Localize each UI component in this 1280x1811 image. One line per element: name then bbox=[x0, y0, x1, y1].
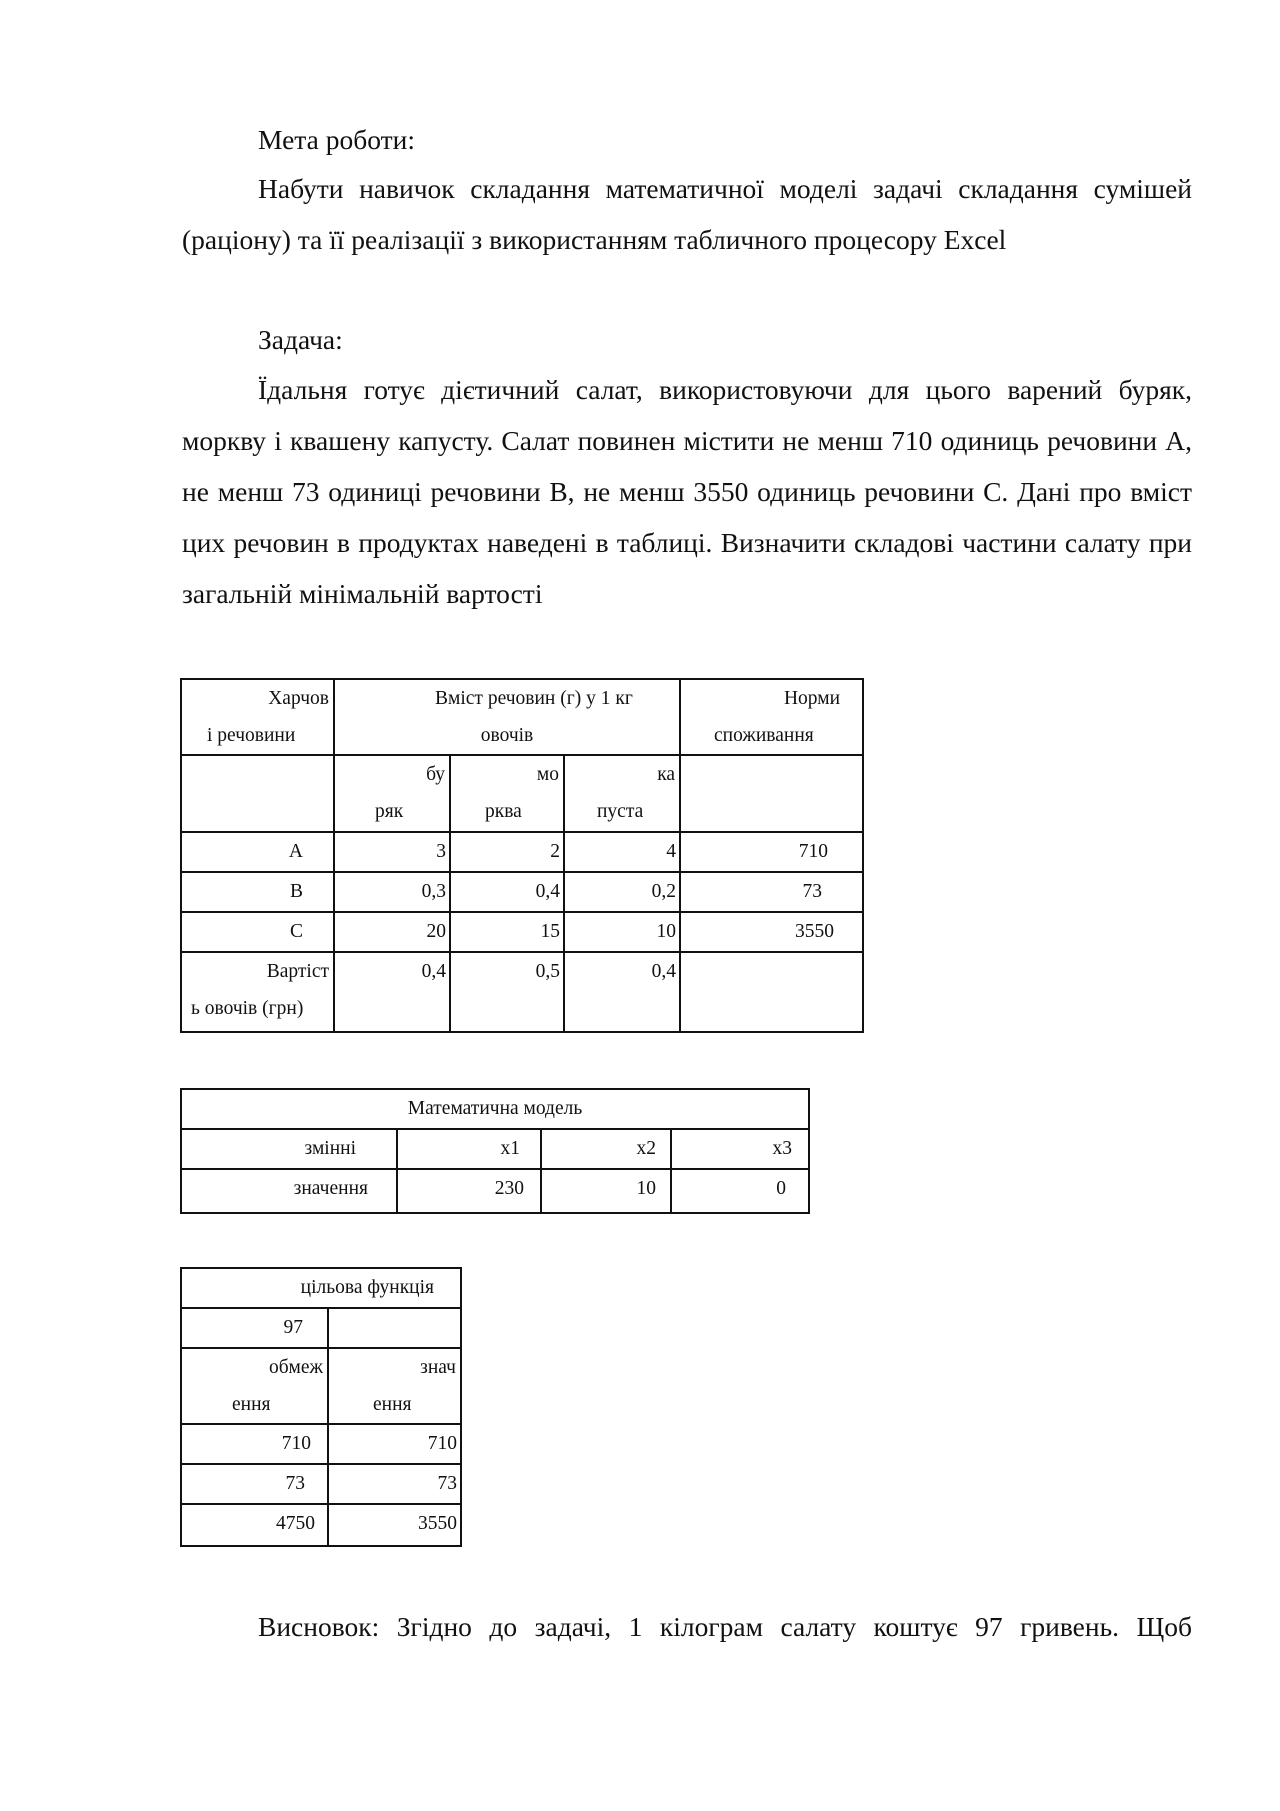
value-x2: 10 bbox=[541, 1169, 671, 1213]
value-c: 3550 bbox=[328, 1504, 461, 1546]
row-b-beet: 0,3 bbox=[334, 872, 450, 912]
objective-title: цільова функція bbox=[181, 1268, 461, 1308]
header-empty-norms bbox=[680, 755, 863, 832]
row-b-cabbage: 0,2 bbox=[564, 872, 680, 912]
vars-label: змінні bbox=[181, 1129, 397, 1169]
value-x1: 230 bbox=[397, 1169, 541, 1213]
header-norms: Норми споживання bbox=[680, 679, 863, 755]
row-cost-beet: 0,4 bbox=[334, 952, 450, 1032]
math-model-title: Математична модель bbox=[181, 1089, 809, 1129]
header-limits: обмеж ення bbox=[181, 1348, 328, 1424]
values-label: значення bbox=[181, 1169, 397, 1213]
row-a-cabbage: 4 bbox=[564, 832, 680, 872]
row-a-norm: 710 bbox=[680, 832, 863, 872]
row-b-carrot: 0,4 bbox=[450, 872, 564, 912]
row-c-cabbage: 10 bbox=[564, 912, 680, 952]
objective-empty bbox=[328, 1308, 461, 1348]
row-b-name: В bbox=[181, 872, 334, 912]
header-values: знач ення bbox=[328, 1348, 461, 1424]
row-c-norm: 3550 bbox=[680, 912, 863, 952]
goal-text: Набути навичок складання математичної моделі задачі складання сумішей (раціону) та її реалізації з використанням табличного процесору Excel bbox=[182, 173, 1192, 255]
row-c-name: С bbox=[181, 912, 334, 952]
conclusion-text: Висновок: Згідно до задачі, 1 кілограм салату коштує 97 гривень. Щоб bbox=[258, 1611, 1192, 1642]
nutrient-table bbox=[180, 678, 864, 1033]
limit-b: 73 bbox=[181, 1464, 328, 1504]
header-empty bbox=[181, 755, 334, 832]
value-a: 710 bbox=[328, 1424, 461, 1464]
row-a-carrot: 2 bbox=[450, 832, 564, 872]
header-beet: бу ряк bbox=[334, 755, 450, 832]
header-cabbage: ка пуста bbox=[564, 755, 680, 832]
row-b-norm: 73 bbox=[680, 872, 863, 912]
value-x3: 0 bbox=[671, 1169, 809, 1213]
header-carrot: мо рква bbox=[450, 755, 564, 832]
row-a-beet: 3 bbox=[334, 832, 450, 872]
row-a-name: А bbox=[181, 832, 334, 872]
var-x3: x3 bbox=[671, 1129, 809, 1169]
task-text: Їдальня готує дієтичний салат, використовуючи для цього варений буряк, моркву і квашену капусту. Салат повинен містити не менш 710 одиниць речовини А, не менш 73 одиниці речовини В, не менш 3550 одиниць речовини С. Дані про вміст цих речовин в продуктах наведені в таблиці. Визначити складові частини салату при загальній мінімальній вартості bbox=[182, 374, 1192, 609]
objective-value: 97 bbox=[181, 1308, 328, 1348]
objective-table bbox=[180, 1267, 462, 1547]
row-cost-carrot: 0,5 bbox=[450, 952, 564, 1032]
header-content: Вміст речовин (г) у 1 кг овочів bbox=[334, 679, 680, 755]
task-heading: Задача: bbox=[258, 324, 343, 355]
var-x1: x1 bbox=[397, 1129, 541, 1169]
var-x2: x2 bbox=[541, 1129, 671, 1169]
math-model-table bbox=[180, 1088, 810, 1214]
limit-c: 4750 bbox=[181, 1504, 328, 1546]
row-cost-norm-empty bbox=[680, 952, 863, 1032]
row-cost-cabbage: 0,4 bbox=[564, 952, 680, 1032]
value-b: 73 bbox=[328, 1464, 461, 1504]
row-c-carrot: 15 bbox=[450, 912, 564, 952]
goal-heading: Мета роботи: bbox=[258, 124, 415, 155]
row-cost-name: Вартіст ь овочів (грн) bbox=[181, 952, 334, 1032]
limit-a: 710 bbox=[181, 1424, 328, 1464]
row-c-beet: 20 bbox=[334, 912, 450, 952]
header-food: Харчов і речовини bbox=[181, 679, 334, 755]
